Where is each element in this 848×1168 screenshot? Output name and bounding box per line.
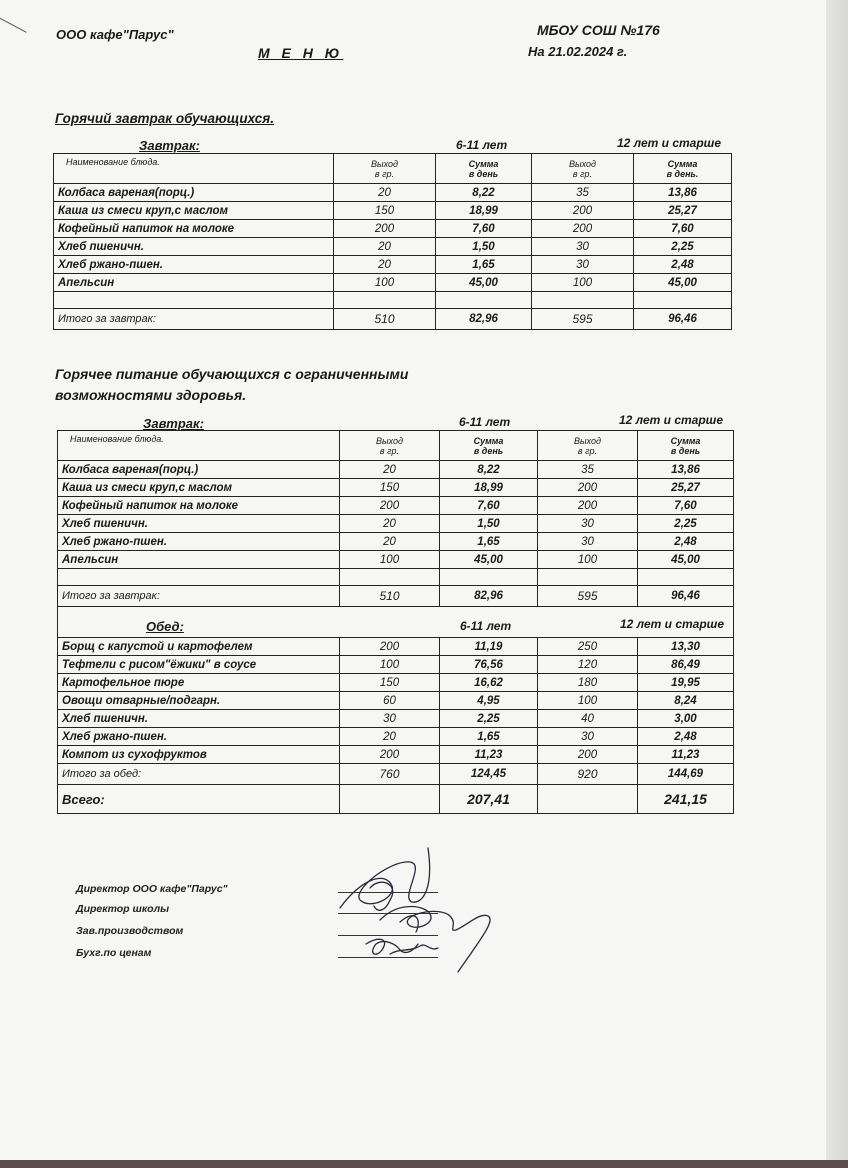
total-sum2: 96,46 xyxy=(638,586,734,607)
table-row xyxy=(58,533,734,551)
total-sum1: 82,96 xyxy=(440,586,538,607)
col-header-dish: Наименование блюда. xyxy=(54,154,334,184)
dish-name: Хлеб пшеничн. xyxy=(54,238,334,256)
out1-value: 20 xyxy=(340,728,440,746)
sum2-value: 7,60 xyxy=(634,220,732,238)
section1-meal-label: Завтрак: xyxy=(139,138,200,153)
dish-name: Кофейный напиток на молоке xyxy=(58,497,340,515)
sum1-value: 8,22 xyxy=(440,461,538,479)
sum2-value: 45,00 xyxy=(634,274,732,292)
sum2-value: 2,48 xyxy=(634,256,732,274)
sum2-value: 45,00 xyxy=(638,551,734,569)
table-row xyxy=(54,184,732,202)
dish-name: Компот из сухофруктов xyxy=(58,746,340,764)
out2-value: 100 xyxy=(538,692,638,710)
table-header-row xyxy=(54,154,732,184)
sum2-value: 2,48 xyxy=(638,728,734,746)
document-title: М Е Н Ю xyxy=(258,45,344,61)
table-blank-row xyxy=(58,569,734,586)
col-header-sum1: Сумма в день xyxy=(436,154,532,184)
sum2-value: 7,60 xyxy=(638,497,734,515)
lunch-total-out1: 760 xyxy=(340,764,440,785)
dish-name: Тефтели с рисом"ёжики" в соусе xyxy=(58,656,340,674)
lunch-header-row xyxy=(58,607,734,638)
table-row xyxy=(58,515,734,533)
sum1-value: 2,25 xyxy=(440,710,538,728)
table-row xyxy=(58,692,734,710)
section2-meal-label: Завтрак: xyxy=(143,416,204,431)
sum2-value: 2,48 xyxy=(638,533,734,551)
sum1-value: 8,22 xyxy=(436,184,532,202)
grand-total-sum1: 207,41 xyxy=(440,785,538,814)
section1-age-young: 6-11 лет xyxy=(456,138,508,152)
sum1-value: 1,50 xyxy=(440,515,538,533)
table-row xyxy=(54,202,732,220)
table-row xyxy=(58,674,734,692)
table-row xyxy=(58,656,734,674)
table-row xyxy=(58,746,734,764)
out1-value: 20 xyxy=(334,238,436,256)
lunch-meal-label: Обед: xyxy=(146,619,184,634)
section1-age-old: 12 лет и старше xyxy=(617,136,722,150)
sum2-value: 13,86 xyxy=(638,461,734,479)
total-out2: 595 xyxy=(532,309,634,330)
dish-name: Апельсин xyxy=(54,274,334,292)
col-header-sum2: Сумма в день. xyxy=(634,154,732,184)
out2-value: 200 xyxy=(532,202,634,220)
out2-value: 30 xyxy=(538,515,638,533)
out1-value: 200 xyxy=(340,638,440,656)
total-label: Итого за завтрак: xyxy=(54,309,334,330)
out1-value: 100 xyxy=(340,656,440,674)
sum2-value: 86,49 xyxy=(638,656,734,674)
lunch-age-young: 6-11 лет xyxy=(460,619,512,633)
sum1-value: 4,95 xyxy=(440,692,538,710)
sum1-value: 7,60 xyxy=(440,497,538,515)
table-row xyxy=(54,274,732,292)
total-out1: 510 xyxy=(340,586,440,607)
sum1-value: 45,00 xyxy=(440,551,538,569)
section2-age-old: 12 лет и старше xyxy=(619,413,724,427)
out2-value: 35 xyxy=(532,184,634,202)
section2-title-line2: возможностями здоровья. xyxy=(55,387,247,403)
total-sum1: 82,96 xyxy=(436,309,532,330)
signature-label-director-cafe: Директор ООО кафе"Парус" xyxy=(76,883,228,895)
out2-value: 200 xyxy=(538,497,638,515)
out2-value: 180 xyxy=(538,674,638,692)
out1-value: 100 xyxy=(340,551,440,569)
lunch-total-label: Итого за обед: xyxy=(58,764,340,785)
sum2-value: 2,25 xyxy=(638,515,734,533)
out1-value: 100 xyxy=(334,274,436,292)
out2-value: 30 xyxy=(532,256,634,274)
scan-bottom-band xyxy=(0,1160,848,1168)
out2-value: 40 xyxy=(538,710,638,728)
out1-value: 150 xyxy=(340,674,440,692)
grand-total-sum2: 241,15 xyxy=(638,785,734,814)
out2-value: 200 xyxy=(532,220,634,238)
out1-value: 20 xyxy=(340,461,440,479)
company-name: ООО кафе"Парус" xyxy=(56,27,174,42)
dish-name: Хлеб пшеничн. xyxy=(58,710,340,728)
col-header-sum2: Сумма в день xyxy=(638,431,734,461)
lunch-total-row xyxy=(58,764,734,785)
col-header-out2: Выход в гр. xyxy=(532,154,634,184)
out1-value: 150 xyxy=(340,479,440,497)
out1-value: 20 xyxy=(334,256,436,274)
signature-label-accountant: Бухг.по ценам xyxy=(76,947,152,959)
table-row xyxy=(54,220,732,238)
table-row xyxy=(58,638,734,656)
table-row xyxy=(58,710,734,728)
total-out2: 595 xyxy=(538,586,638,607)
grand-total-label: Всего: xyxy=(58,785,340,814)
signature-label-director-school: Директор школы xyxy=(76,903,170,915)
table-total-row xyxy=(54,309,732,330)
out1-value: 20 xyxy=(334,184,436,202)
table-row xyxy=(58,461,734,479)
sum1-value: 1,65 xyxy=(440,728,538,746)
table-row xyxy=(54,256,732,274)
section2-table xyxy=(57,430,734,814)
out1-value: 30 xyxy=(340,710,440,728)
sum2-value: 13,30 xyxy=(638,638,734,656)
sum1-value: 18,99 xyxy=(440,479,538,497)
dish-name: Хлеб ржано-пшен. xyxy=(58,728,340,746)
table-total-row xyxy=(58,586,734,607)
sum2-value: 19,95 xyxy=(638,674,734,692)
table-row xyxy=(58,551,734,569)
sum1-value: 18,99 xyxy=(436,202,532,220)
out1-value: 20 xyxy=(340,515,440,533)
dish-name: Каша из смеси круп,с маслом xyxy=(58,479,340,497)
signature-label-head-production: Зав.производством xyxy=(76,925,184,937)
section2-title-line1: Горячее питание обучающихся с ограниченными xyxy=(55,366,409,382)
col-header-out2: Выход в гр. xyxy=(538,431,638,461)
handwritten-signatures xyxy=(330,840,510,990)
sum1-value: 11,23 xyxy=(440,746,538,764)
lunch-total-sum2: 144,69 xyxy=(638,764,734,785)
sum1-value: 1,65 xyxy=(436,256,532,274)
out2-value: 250 xyxy=(538,638,638,656)
school-name: МБОУ СОШ №176 xyxy=(537,22,660,38)
table-header-row xyxy=(58,431,734,461)
out2-value: 100 xyxy=(532,274,634,292)
total-out1: 510 xyxy=(334,309,436,330)
sum2-value: 25,27 xyxy=(638,479,734,497)
col-header-out1: Выход в гр. xyxy=(334,154,436,184)
sum1-value: 11,19 xyxy=(440,638,538,656)
out2-value: 200 xyxy=(538,479,638,497)
out1-value: 150 xyxy=(334,202,436,220)
out2-value: 30 xyxy=(532,238,634,256)
sum1-value: 16,62 xyxy=(440,674,538,692)
dish-name: Колбаса вареная(порц.) xyxy=(54,184,334,202)
out2-value: 200 xyxy=(538,746,638,764)
dish-name: Овощи отварные/подгарн. xyxy=(58,692,340,710)
table-row xyxy=(54,238,732,256)
out2-value: 30 xyxy=(538,533,638,551)
lunch-age-old: 12 лет и старше xyxy=(620,617,725,631)
dish-name: Апельсин xyxy=(58,551,340,569)
dish-name: Борщ с капустой и картофелем xyxy=(58,638,340,656)
sum1-value: 1,50 xyxy=(436,238,532,256)
dish-name: Хлеб пшеничн. xyxy=(58,515,340,533)
out1-value: 20 xyxy=(340,533,440,551)
sum2-value: 11,23 xyxy=(638,746,734,764)
out2-value: 30 xyxy=(538,728,638,746)
section1-table xyxy=(53,153,732,330)
out1-value: 60 xyxy=(340,692,440,710)
table-blank-row xyxy=(54,292,732,309)
dish-name: Хлеб ржано-пшен. xyxy=(58,533,340,551)
out2-value: 100 xyxy=(538,551,638,569)
scan-edge xyxy=(826,0,848,1168)
sum1-value: 45,00 xyxy=(436,274,532,292)
out1-value: 200 xyxy=(334,220,436,238)
sum1-value: 76,56 xyxy=(440,656,538,674)
sum2-value: 2,25 xyxy=(634,238,732,256)
section1-title: Горячий завтрак обучающихся. xyxy=(55,111,274,126)
total-label: Итого за завтрак: xyxy=(58,586,340,607)
dish-name: Колбаса вареная(порц.) xyxy=(58,461,340,479)
lunch-total-sum1: 124,45 xyxy=(440,764,538,785)
total-sum2: 96,46 xyxy=(634,309,732,330)
dish-name: Каша из смеси круп,с маслом xyxy=(54,202,334,220)
sum1-value: 7,60 xyxy=(436,220,532,238)
sum2-value: 25,27 xyxy=(634,202,732,220)
sum1-value: 1,65 xyxy=(440,533,538,551)
grand-total-row xyxy=(58,785,734,814)
col-header-sum1: Сумма в день xyxy=(440,431,538,461)
dish-name: Кофейный напиток на молоке xyxy=(54,220,334,238)
sum2-value: 3,00 xyxy=(638,710,734,728)
out2-value: 120 xyxy=(538,656,638,674)
dish-name: Картофельное пюре xyxy=(58,674,340,692)
document-date: На 21.02.2024 г. xyxy=(528,44,628,59)
out1-value: 200 xyxy=(340,497,440,515)
col-header-dish: Наименование блюда. xyxy=(58,431,340,461)
out1-value: 200 xyxy=(340,746,440,764)
section2-age-young: 6-11 лет xyxy=(459,415,511,429)
sum2-value: 13,86 xyxy=(634,184,732,202)
table-row xyxy=(58,479,734,497)
out2-value: 35 xyxy=(538,461,638,479)
lunch-total-out2: 920 xyxy=(538,764,638,785)
table-row xyxy=(58,728,734,746)
table-row xyxy=(58,497,734,515)
col-header-out1: Выход в гр. xyxy=(340,431,440,461)
sum2-value: 8,24 xyxy=(638,692,734,710)
dish-name: Хлеб ржано-пшен. xyxy=(54,256,334,274)
